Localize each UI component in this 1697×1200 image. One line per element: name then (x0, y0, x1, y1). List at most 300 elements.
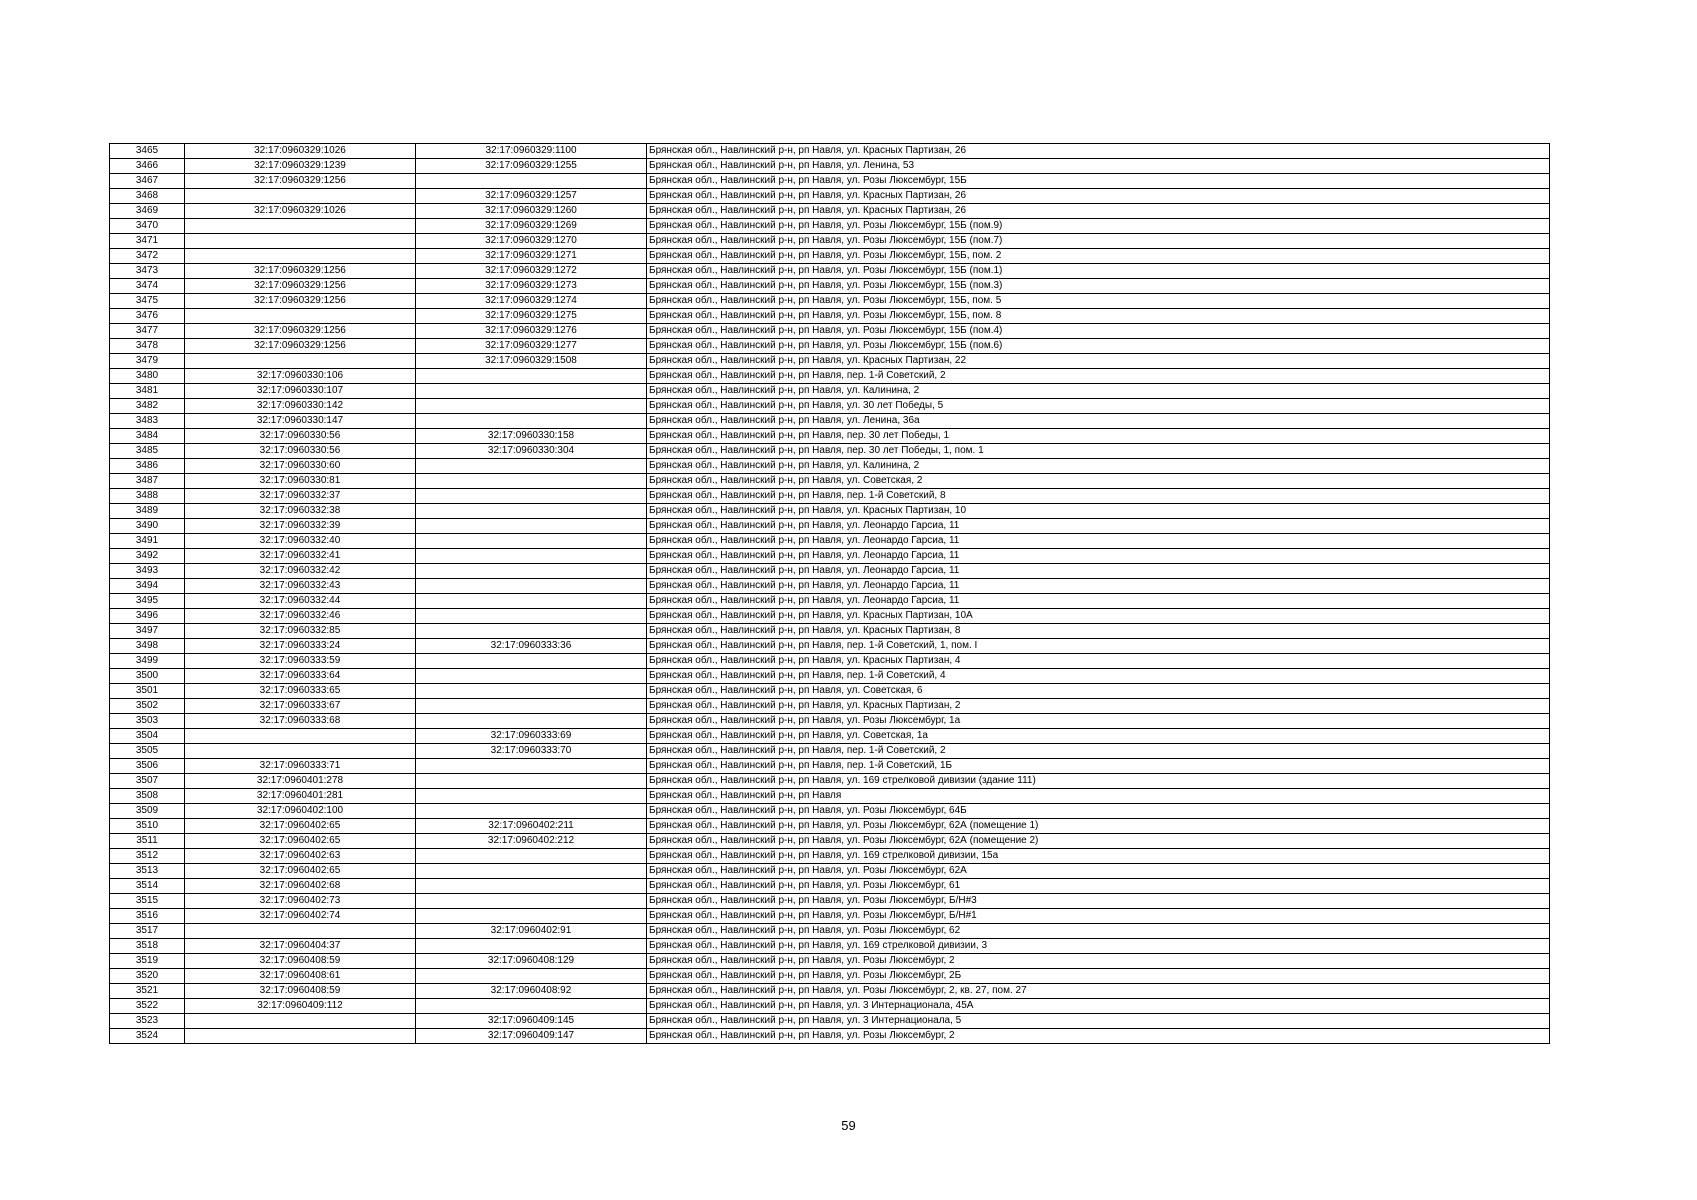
address-cell: Брянская обл., Навлинский р-н, рп Навля, ул. Розы Люксембург, Б/Н#1 (647, 909, 1550, 924)
related-cadastral-number-cell: 32:17:0960329:1270 (416, 234, 647, 249)
cadastral-number-cell: 32:17:0960330:60 (185, 459, 416, 474)
related-cadastral-number-cell (416, 774, 647, 789)
cadastral-number-cell: 32:17:0960401:278 (185, 774, 416, 789)
address-cell: Брянская обл., Навлинский р-н, рп Навля, ул. Красных Партизан, 26 (647, 144, 1550, 159)
address-cell: Брянская обл., Навлинский р-н, рп Навля (647, 789, 1550, 804)
row-number-cell: 3481 (110, 384, 185, 399)
row-number-cell: 3488 (110, 489, 185, 504)
row-number-cell: 3513 (110, 864, 185, 879)
row-number-cell: 3509 (110, 804, 185, 819)
table-row (110, 279, 1550, 294)
cadastral-number-cell: 32:17:0960332:42 (185, 564, 416, 579)
address-cell: Брянская обл., Навлинский р-н, рп Навля, ул. Розы Люксембург, 1а (647, 714, 1550, 729)
row-number-cell: 3475 (110, 294, 185, 309)
registry-table-body (110, 144, 1550, 1044)
address-cell: Брянская обл., Навлинский р-н, рп Навля, ул. Леонардо Гарсиа, 11 (647, 549, 1550, 564)
cadastral-number-cell: 32:17:0960332:43 (185, 579, 416, 594)
cadastral-number-cell (185, 249, 416, 264)
address-cell: Брянская обл., Навлинский р-н, рп Навля, ул. Красных Партизан, 2 (647, 699, 1550, 714)
related-cadastral-number-cell: 32:17:0960329:1276 (416, 324, 647, 339)
row-number-cell: 3478 (110, 339, 185, 354)
address-cell: Брянская обл., Навлинский р-н, рп Навля, пер. 1-й Советский, 1, пом. I (647, 639, 1550, 654)
cadastral-number-cell: 32:17:0960402:65 (185, 834, 416, 849)
cadastral-number-cell (185, 1029, 416, 1044)
address-cell: Брянская обл., Навлинский р-н, рп Навля, ул. Розы Люксембург, 2 (647, 1029, 1550, 1044)
table-row (110, 414, 1550, 429)
address-cell: Брянская обл., Навлинский р-н, рп Навля, ул. Розы Люксембург, 2, кв. 27, пом. 27 (647, 984, 1550, 999)
related-cadastral-number-cell (416, 534, 647, 549)
cadastral-number-cell: 32:17:0960332:37 (185, 489, 416, 504)
related-cadastral-number-cell: 32:17:0960329:1269 (416, 219, 647, 234)
row-number-cell: 3482 (110, 399, 185, 414)
address-cell: Брянская обл., Навлинский р-н, рп Навля, ул. Красных Партизан, 26 (647, 204, 1550, 219)
cadastral-number-cell: 32:17:0960332:38 (185, 504, 416, 519)
table-row (110, 324, 1550, 339)
address-cell: Брянская обл., Навлинский р-н, рп Навля, ул. Красных Партизан, 8 (647, 624, 1550, 639)
cadastral-number-cell: 32:17:0960333:67 (185, 699, 416, 714)
related-cadastral-number-cell (416, 519, 647, 534)
address-cell: Брянская обл., Навлинский р-н, рп Навля, ул. 3 Интернационала, 45А (647, 999, 1550, 1014)
related-cadastral-number-cell (416, 879, 647, 894)
table-row (110, 489, 1550, 504)
related-cadastral-number-cell (416, 579, 647, 594)
related-cadastral-number-cell (416, 384, 647, 399)
row-number-cell: 3501 (110, 684, 185, 699)
cadastral-number-cell: 32:17:0960333:65 (185, 684, 416, 699)
cadastral-number-cell: 32:17:0960330:81 (185, 474, 416, 489)
cadastral-number-cell: 32:17:0960329:1256 (185, 339, 416, 354)
row-number-cell: 3492 (110, 549, 185, 564)
address-cell: Брянская обл., Навлинский р-н, рп Навля, ул. Советская, 2 (647, 474, 1550, 489)
table-row (110, 249, 1550, 264)
related-cadastral-number-cell (416, 549, 647, 564)
cadastral-number-cell: 32:17:0960333:64 (185, 669, 416, 684)
row-number-cell: 3498 (110, 639, 185, 654)
table-row (110, 444, 1550, 459)
table-row (110, 939, 1550, 954)
address-cell: Брянская обл., Навлинский р-н, рп Навля, ул. Розы Люксембург, Б/Н#3 (647, 894, 1550, 909)
row-number-cell: 3519 (110, 954, 185, 969)
row-number-cell: 3473 (110, 264, 185, 279)
address-cell: Брянская обл., Навлинский р-н, рп Навля, пер. 1-й Советский, 2 (647, 744, 1550, 759)
table-row (110, 234, 1550, 249)
address-cell: Брянская обл., Навлинский р-н, рп Навля, ул. Леонардо Гарсиа, 11 (647, 519, 1550, 534)
table-row (110, 984, 1550, 999)
row-number-cell: 3469 (110, 204, 185, 219)
table-row (110, 654, 1550, 669)
cadastral-number-cell: 32:17:0960333:59 (185, 654, 416, 669)
address-cell: Брянская обл., Навлинский р-н, рп Навля, пер. 1-й Советский, 2 (647, 369, 1550, 384)
related-cadastral-number-cell: 32:17:0960408:92 (416, 984, 647, 999)
related-cadastral-number-cell (416, 939, 647, 954)
row-number-cell: 3472 (110, 249, 185, 264)
cadastral-number-cell: 32:17:0960402:68 (185, 879, 416, 894)
row-number-cell: 3465 (110, 144, 185, 159)
address-cell: Брянская обл., Навлинский р-н, рп Навля, ул. Розы Люксембург, 62А (647, 864, 1550, 879)
related-cadastral-number-cell (416, 684, 647, 699)
cadastral-number-cell: 32:17:0960332:40 (185, 534, 416, 549)
table-row (110, 684, 1550, 699)
table-row (110, 189, 1550, 204)
related-cadastral-number-cell (416, 504, 647, 519)
cadastral-number-cell: 32:17:0960332:41 (185, 549, 416, 564)
row-number-cell: 3511 (110, 834, 185, 849)
address-cell: Брянская обл., Навлинский р-н, рп Навля, ул. Розы Люксембург, 2 (647, 954, 1550, 969)
cadastral-number-cell: 32:17:0960330:142 (185, 399, 416, 414)
related-cadastral-number-cell: 32:17:0960329:1272 (416, 264, 647, 279)
row-number-cell: 3491 (110, 534, 185, 549)
address-cell: Брянская обл., Навлинский р-н, рп Навля, ул. Красных Партизан, 10А (647, 609, 1550, 624)
cadastral-number-cell: 32:17:0960330:56 (185, 444, 416, 459)
cadastral-number-cell (185, 219, 416, 234)
row-number-cell: 3484 (110, 429, 185, 444)
cadastral-number-cell (185, 924, 416, 939)
row-number-cell: 3520 (110, 969, 185, 984)
cadastral-number-cell: 32:17:0960333:68 (185, 714, 416, 729)
related-cadastral-number-cell: 32:17:0960409:147 (416, 1029, 647, 1044)
table-row (110, 834, 1550, 849)
address-cell: Брянская обл., Навлинский р-н, рп Навля, ул. Розы Люксембург, 15Б (пом.1) (647, 264, 1550, 279)
table-row (110, 699, 1550, 714)
row-number-cell: 3476 (110, 309, 185, 324)
cadastral-number-cell: 32:17:0960329:1026 (185, 204, 416, 219)
cadastral-number-cell (185, 189, 416, 204)
related-cadastral-number-cell: 32:17:0960333:70 (416, 744, 647, 759)
row-number-cell: 3497 (110, 624, 185, 639)
row-number-cell: 3474 (110, 279, 185, 294)
row-number-cell: 3523 (110, 1014, 185, 1029)
page-number: 59 (841, 1118, 856, 1133)
address-cell: Брянская обл., Навлинский р-н, рп Навля, ул. Красных Партизан, 22 (647, 354, 1550, 369)
cadastral-number-cell: 32:17:0960408:59 (185, 984, 416, 999)
cadastral-number-cell: 32:17:0960330:56 (185, 429, 416, 444)
table-row (110, 774, 1550, 789)
table-row (110, 609, 1550, 624)
table-row (110, 264, 1550, 279)
table-row (110, 399, 1550, 414)
row-number-cell: 3522 (110, 999, 185, 1014)
cadastral-number-cell (185, 354, 416, 369)
table-row (110, 204, 1550, 219)
related-cadastral-number-cell: 32:17:0960329:1255 (416, 159, 647, 174)
address-cell: Брянская обл., Навлинский р-н, рп Навля, пер. 30 лет Победы, 1, пом. 1 (647, 444, 1550, 459)
address-cell: Брянская обл., Навлинский р-н, рп Навля, ул. Розы Люксембург, 15Б (пом.7) (647, 234, 1550, 249)
related-cadastral-number-cell: 32:17:0960329:1273 (416, 279, 647, 294)
row-number-cell: 3493 (110, 564, 185, 579)
address-cell: Брянская обл., Навлинский р-н, рп Навля, ул. Калинина, 2 (647, 384, 1550, 399)
related-cadastral-number-cell: 32:17:0960329:1277 (416, 339, 647, 354)
related-cadastral-number-cell (416, 864, 647, 879)
address-cell: Брянская обл., Навлинский р-н, рп Навля, ул. Розы Люксембург, 15Б (пом.9) (647, 219, 1550, 234)
address-cell: Брянская обл., Навлинский р-н, рп Навля, ул. Ленина, 36а (647, 414, 1550, 429)
row-number-cell: 3490 (110, 519, 185, 534)
registry-table (109, 143, 1550, 1044)
address-cell: Брянская обл., Навлинский р-н, рп Навля, ул. Советская, 1а (647, 729, 1550, 744)
related-cadastral-number-cell (416, 909, 647, 924)
cadastral-number-cell: 32:17:0960332:44 (185, 594, 416, 609)
table-row (110, 429, 1550, 444)
row-number-cell: 3521 (110, 984, 185, 999)
address-cell: Брянская обл., Навлинский р-н, рп Навля, ул. Красных Партизан, 4 (647, 654, 1550, 669)
table-row (110, 219, 1550, 234)
table-row (110, 999, 1550, 1014)
row-number-cell: 3489 (110, 504, 185, 519)
cadastral-number-cell: 32:17:0960402:63 (185, 849, 416, 864)
cadastral-number-cell: 32:17:0960332:39 (185, 519, 416, 534)
cadastral-number-cell: 32:17:0960330:106 (185, 369, 416, 384)
table-row (110, 849, 1550, 864)
cadastral-number-cell: 32:17:0960402:65 (185, 819, 416, 834)
row-number-cell: 3500 (110, 669, 185, 684)
cadastral-number-cell: 32:17:0960329:1256 (185, 174, 416, 189)
related-cadastral-number-cell: 32:17:0960329:1275 (416, 309, 647, 324)
cadastral-number-cell: 32:17:0960333:24 (185, 639, 416, 654)
cadastral-number-cell: 32:17:0960408:61 (185, 969, 416, 984)
row-number-cell: 3495 (110, 594, 185, 609)
row-number-cell: 3514 (110, 879, 185, 894)
address-cell: Брянская обл., Навлинский р-н, рп Навля, ул. Розы Люксембург, 15Б (пом.3) (647, 279, 1550, 294)
related-cadastral-number-cell: 32:17:0960329:1274 (416, 294, 647, 309)
address-cell: Брянская обл., Навлинский р-н, рп Навля, ул. Розы Люксембург, 62 (647, 924, 1550, 939)
address-cell: Брянская обл., Навлинский р-н, рп Навля, пер. 1-й Советский, 4 (647, 669, 1550, 684)
table-row (110, 909, 1550, 924)
related-cadastral-number-cell: 32:17:0960329:1271 (416, 249, 647, 264)
address-cell: Брянская обл., Навлинский р-н, рп Навля, ул. Розы Люксембург, 15Б, пом. 2 (647, 249, 1550, 264)
table-row (110, 159, 1550, 174)
related-cadastral-number-cell (416, 624, 647, 639)
address-cell: Брянская обл., Навлинский р-н, рп Навля, ул. Розы Люксембург, 15Б (647, 174, 1550, 189)
row-number-cell: 3515 (110, 894, 185, 909)
cadastral-number-cell: 32:17:0960329:1026 (185, 144, 416, 159)
cadastral-number-cell: 32:17:0960329:1239 (185, 159, 416, 174)
related-cadastral-number-cell: 32:17:0960330:304 (416, 444, 647, 459)
table-row (110, 804, 1550, 819)
cadastral-number-cell: 32:17:0960330:147 (185, 414, 416, 429)
related-cadastral-number-cell (416, 654, 647, 669)
address-cell: Брянская обл., Навлинский р-н, рп Навля, ул. Леонардо Гарсиа, 11 (647, 579, 1550, 594)
row-number-cell: 3494 (110, 579, 185, 594)
table-row (110, 549, 1550, 564)
table-row (110, 624, 1550, 639)
table-row (110, 579, 1550, 594)
related-cadastral-number-cell: 32:17:0960402:212 (416, 834, 647, 849)
related-cadastral-number-cell (416, 459, 647, 474)
related-cadastral-number-cell (416, 759, 647, 774)
related-cadastral-number-cell: 32:17:0960329:1257 (416, 189, 647, 204)
address-cell: Брянская обл., Навлинский р-н, рп Навля, ул. 169 стрелковой дивизии, 3 (647, 939, 1550, 954)
cadastral-number-cell: 32:17:0960333:71 (185, 759, 416, 774)
cadastral-number-cell: 32:17:0960329:1256 (185, 279, 416, 294)
table-row (110, 639, 1550, 654)
related-cadastral-number-cell (416, 714, 647, 729)
address-cell: Брянская обл., Навлинский р-н, рп Навля, ул. Красных Партизан, 10 (647, 504, 1550, 519)
row-number-cell: 3487 (110, 474, 185, 489)
address-cell: Брянская обл., Навлинский р-н, рп Навля, ул. Ленина, 53 (647, 159, 1550, 174)
address-cell: Брянская обл., Навлинский р-н, рп Навля, ул. Леонардо Гарсиа, 11 (647, 564, 1550, 579)
related-cadastral-number-cell (416, 609, 647, 624)
row-number-cell: 3483 (110, 414, 185, 429)
table-row (110, 519, 1550, 534)
cadastral-number-cell: 32:17:0960402:65 (185, 864, 416, 879)
related-cadastral-number-cell (416, 699, 647, 714)
related-cadastral-number-cell (416, 369, 647, 384)
table-row (110, 714, 1550, 729)
row-number-cell: 3524 (110, 1029, 185, 1044)
address-cell: Брянская обл., Навлинский р-н, рп Навля, ул. Розы Люксембург, 2Б (647, 969, 1550, 984)
address-cell: Брянская обл., Навлинский р-н, рп Навля, ул. Розы Люксембург, 62А (помещение 1) (647, 819, 1550, 834)
table-row (110, 1014, 1550, 1029)
address-cell: Брянская обл., Навлинский р-н, рп Навля, ул. 30 лет Победы, 5 (647, 399, 1550, 414)
row-number-cell: 3518 (110, 939, 185, 954)
related-cadastral-number-cell (416, 594, 647, 609)
address-cell: Брянская обл., Навлинский р-н, рп Навля, ул. Розы Люксембург, 61 (647, 879, 1550, 894)
row-number-cell: 3507 (110, 774, 185, 789)
cadastral-number-cell: 32:17:0960404:37 (185, 939, 416, 954)
address-cell: Брянская обл., Навлинский р-н, рп Навля, ул. Советская, 6 (647, 684, 1550, 699)
address-cell: Брянская обл., Навлинский р-н, рп Навля, пер. 30 лет Победы, 1 (647, 429, 1550, 444)
row-number-cell: 3470 (110, 219, 185, 234)
address-cell: Брянская обл., Навлинский р-н, рп Навля, ул. Розы Люксембург, 64Б (647, 804, 1550, 819)
address-cell: Брянская обл., Навлинский р-н, рп Навля, ул. Красных Партизан, 26 (647, 189, 1550, 204)
table-row (110, 369, 1550, 384)
related-cadastral-number-cell (416, 969, 647, 984)
cadastral-number-cell: 32:17:0960401:281 (185, 789, 416, 804)
row-number-cell: 3479 (110, 354, 185, 369)
table-row (110, 789, 1550, 804)
row-number-cell: 3486 (110, 459, 185, 474)
related-cadastral-number-cell: 32:17:0960333:36 (416, 639, 647, 654)
row-number-cell: 3480 (110, 369, 185, 384)
row-number-cell: 3516 (110, 909, 185, 924)
table-row (110, 1029, 1550, 1044)
address-cell: Брянская обл., Навлинский р-н, рп Навля, ул. Розы Люксембург, 15Б (пом.4) (647, 324, 1550, 339)
table-row (110, 669, 1550, 684)
related-cadastral-number-cell: 32:17:0960329:1100 (416, 144, 647, 159)
cadastral-number-cell: 32:17:0960402:73 (185, 894, 416, 909)
table-row (110, 474, 1550, 489)
row-number-cell: 3505 (110, 744, 185, 759)
cadastral-number-cell: 32:17:0960329:1256 (185, 324, 416, 339)
related-cadastral-number-cell: 32:17:0960329:1260 (416, 204, 647, 219)
cadastral-number-cell (185, 234, 416, 249)
row-number-cell: 3503 (110, 714, 185, 729)
table-row (110, 864, 1550, 879)
cadastral-number-cell (185, 729, 416, 744)
cadastral-number-cell (185, 1014, 416, 1029)
address-cell: Брянская обл., Навлинский р-н, рп Навля, ул. Розы Люксембург, 15Б (пом.6) (647, 339, 1550, 354)
row-number-cell: 3508 (110, 789, 185, 804)
row-number-cell: 3467 (110, 174, 185, 189)
table-row (110, 969, 1550, 984)
row-number-cell: 3485 (110, 444, 185, 459)
table-row (110, 534, 1550, 549)
related-cadastral-number-cell: 32:17:0960330:158 (416, 429, 647, 444)
related-cadastral-number-cell (416, 999, 647, 1014)
related-cadastral-number-cell: 32:17:0960333:69 (416, 729, 647, 744)
row-number-cell: 3471 (110, 234, 185, 249)
table-row (110, 759, 1550, 774)
cadastral-number-cell (185, 744, 416, 759)
related-cadastral-number-cell (416, 894, 647, 909)
address-cell: Брянская обл., Навлинский р-н, рп Навля, ул. Леонардо Гарсиа, 11 (647, 594, 1550, 609)
address-cell: Брянская обл., Навлинский р-н, рп Навля, ул. Розы Люксембург, 15Б, пом. 5 (647, 294, 1550, 309)
address-cell: Брянская обл., Навлинский р-н, рп Навля, пер. 1-й Советский, 8 (647, 489, 1550, 504)
related-cadastral-number-cell (416, 174, 647, 189)
address-cell: Брянская обл., Навлинский р-н, рп Навля, ул. Розы Люксембург, 62А (помещение 2) (647, 834, 1550, 849)
cadastral-number-cell: 32:17:0960402:74 (185, 909, 416, 924)
row-number-cell: 3510 (110, 819, 185, 834)
table-row (110, 459, 1550, 474)
cadastral-number-cell: 32:17:0960332:85 (185, 624, 416, 639)
table-row (110, 729, 1550, 744)
address-cell: Брянская обл., Навлинский р-н, рп Навля, пер. 1-й Советский, 1Б (647, 759, 1550, 774)
row-number-cell: 3466 (110, 159, 185, 174)
related-cadastral-number-cell: 32:17:0960402:211 (416, 819, 647, 834)
row-number-cell: 3517 (110, 924, 185, 939)
related-cadastral-number-cell (416, 414, 647, 429)
cadastral-number-cell: 32:17:0960329:1256 (185, 294, 416, 309)
row-number-cell: 3468 (110, 189, 185, 204)
address-cell: Брянская обл., Навлинский р-н, рп Навля, ул. Леонардо Гарсиа, 11 (647, 534, 1550, 549)
row-number-cell: 3512 (110, 849, 185, 864)
address-cell: Брянская обл., Навлинский р-н, рп Навля, ул. 169 стрелковой дивизии, 15а (647, 849, 1550, 864)
table-row (110, 339, 1550, 354)
table-row (110, 564, 1550, 579)
row-number-cell: 3477 (110, 324, 185, 339)
related-cadastral-number-cell (416, 789, 647, 804)
address-cell: Брянская обл., Навлинский р-н, рп Навля, ул. Калинина, 2 (647, 459, 1550, 474)
table-row (110, 924, 1550, 939)
table-row (110, 294, 1550, 309)
table-row (110, 594, 1550, 609)
cadastral-number-cell: 32:17:0960329:1256 (185, 264, 416, 279)
table-row (110, 894, 1550, 909)
row-number-cell: 3506 (110, 759, 185, 774)
cadastral-number-cell: 32:17:0960330:107 (185, 384, 416, 399)
table-row (110, 819, 1550, 834)
table-row (110, 744, 1550, 759)
row-number-cell: 3499 (110, 654, 185, 669)
related-cadastral-number-cell: 32:17:0960409:145 (416, 1014, 647, 1029)
table-row (110, 144, 1550, 159)
table-row (110, 309, 1550, 324)
row-number-cell: 3502 (110, 699, 185, 714)
related-cadastral-number-cell: 32:17:0960329:1508 (416, 354, 647, 369)
table-row (110, 504, 1550, 519)
table-row (110, 954, 1550, 969)
row-number-cell: 3504 (110, 729, 185, 744)
cadastral-number-cell (185, 309, 416, 324)
address-cell: Брянская обл., Навлинский р-н, рп Навля, ул. Розы Люксембург, 15Б, пом. 8 (647, 309, 1550, 324)
table-row (110, 354, 1550, 369)
address-cell: Брянская обл., Навлинский р-н, рп Навля, ул. 3 Интернационала, 5 (647, 1014, 1550, 1029)
cadastral-number-cell: 32:17:0960408:59 (185, 954, 416, 969)
table-row (110, 174, 1550, 189)
related-cadastral-number-cell (416, 804, 647, 819)
related-cadastral-number-cell: 32:17:0960408:129 (416, 954, 647, 969)
cadastral-number-cell: 32:17:0960409:112 (185, 999, 416, 1014)
related-cadastral-number-cell: 32:17:0960402:91 (416, 924, 647, 939)
address-cell: Брянская обл., Навлинский р-н, рп Навля, ул. 169 стрелковой дивизии (здание 111) (647, 774, 1550, 789)
cadastral-number-cell: 32:17:0960332:46 (185, 609, 416, 624)
related-cadastral-number-cell (416, 669, 647, 684)
related-cadastral-number-cell (416, 474, 647, 489)
related-cadastral-number-cell (416, 564, 647, 579)
table-row (110, 879, 1550, 894)
related-cadastral-number-cell (416, 849, 647, 864)
cadastral-number-cell: 32:17:0960402:100 (185, 804, 416, 819)
related-cadastral-number-cell (416, 399, 647, 414)
